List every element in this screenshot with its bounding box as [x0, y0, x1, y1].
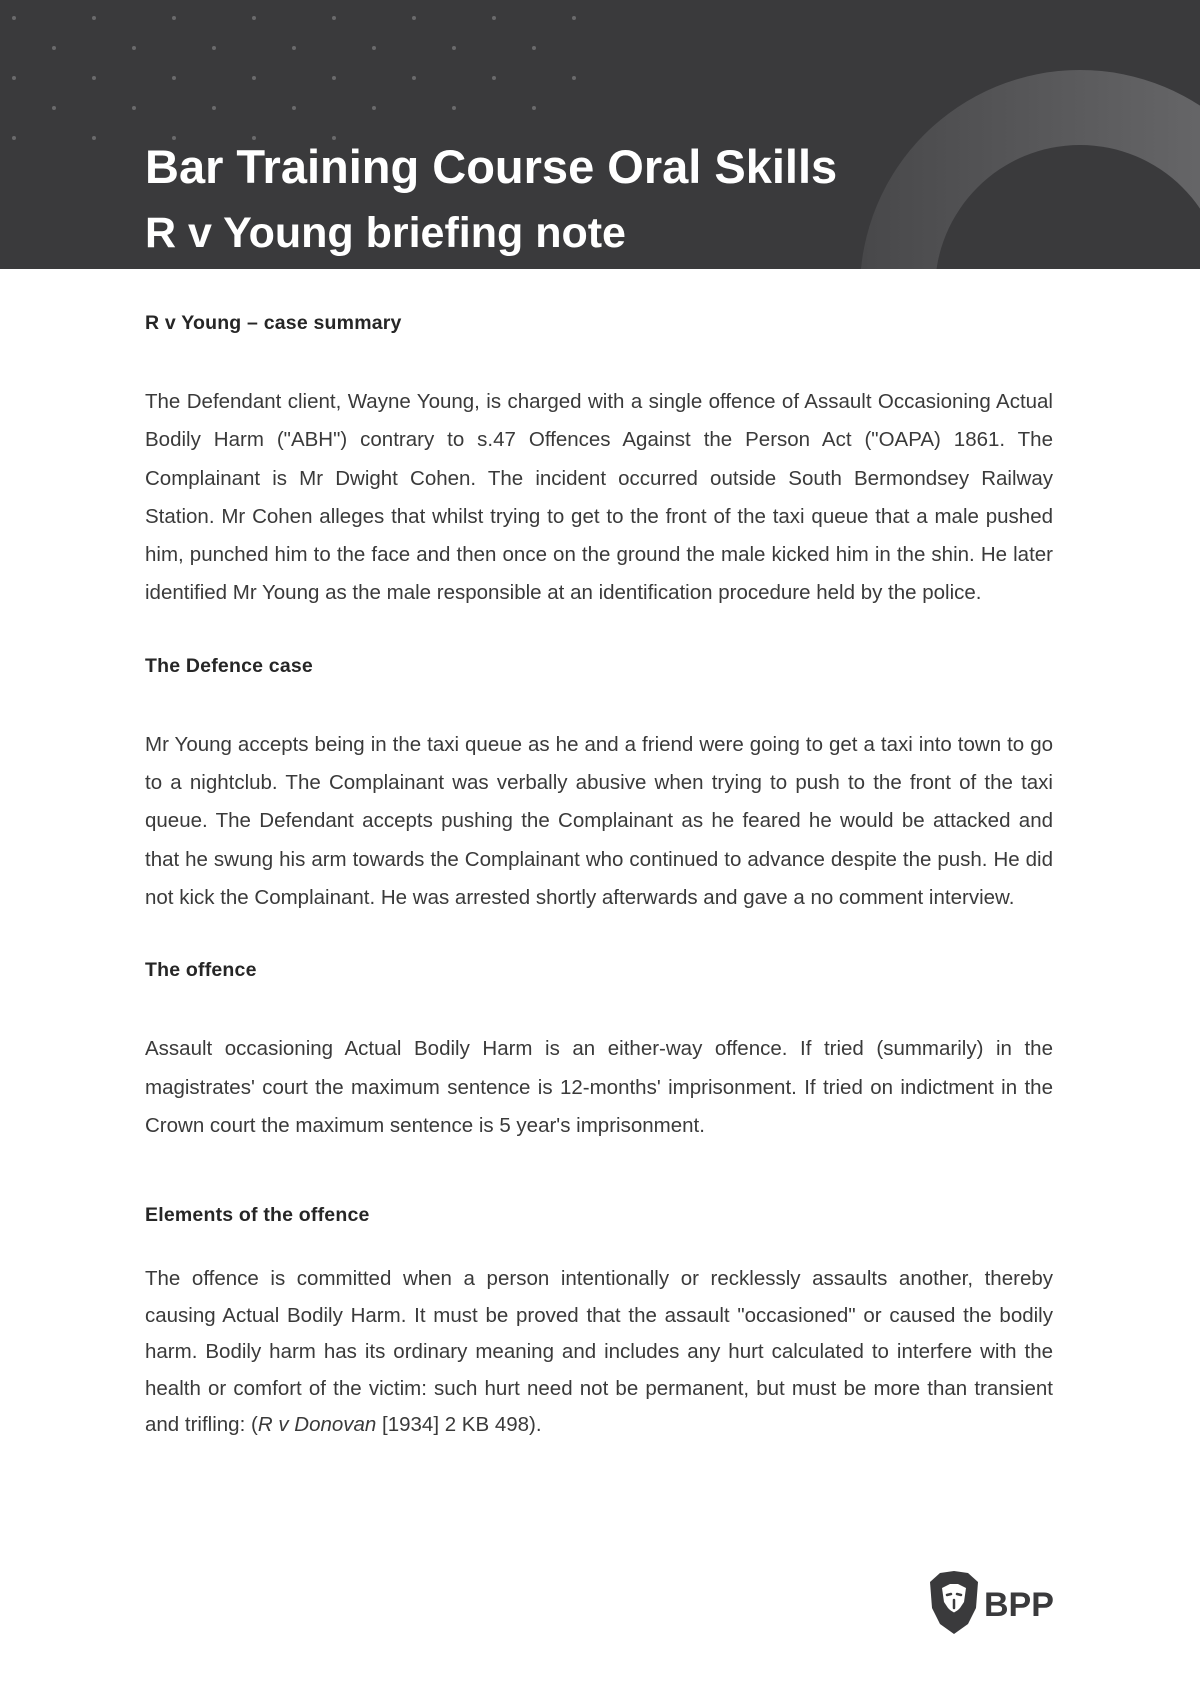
logo-text: BPP [984, 1586, 1054, 1624]
bpp-logo [920, 1568, 1060, 1638]
section-heading-defence: The Defence case [145, 654, 313, 677]
page-header [0, 0, 1200, 269]
decorative-dot [452, 106, 456, 110]
decorative-dot [92, 136, 96, 140]
decorative-dot [212, 46, 216, 50]
decorative-dot [292, 106, 296, 110]
decorative-dot [412, 76, 416, 80]
decorative-dot [172, 16, 176, 20]
decorative-dot [572, 16, 576, 20]
elements-text-after: [1934] 2 KB 498). [376, 1413, 542, 1437]
decorative-dot [572, 76, 576, 80]
decorative-dot [172, 76, 176, 80]
decorative-dot [252, 76, 256, 80]
decorative-dot [532, 106, 536, 110]
decorative-dot [492, 16, 496, 20]
paragraph-defence: Mr Young accepts being in the taxi queue as he and a friend were going to get a taxi into town to go to a nightclub. The Complainant was verbally abusive when trying to push to the front of the taxi queue. The Defendant accepts pushing the Complainant as he feared he would be attacked and that he swung his arm towards the Complainant who continued to advance despite the push. He did not kick the Complainant. He was arrested shortly afterwards and gave a no comment interview. [145, 732, 1053, 909]
decorative-dot [12, 76, 16, 80]
decorative-dot [292, 46, 296, 50]
section-heading-elements: Elements of the offence [145, 1204, 370, 1227]
decorative-dot [92, 76, 96, 80]
paragraph-offence: Assault occasioning Actual Bodily Harm is an either-way offence. If tried (summarily) in the magistrates' court the maximum sentence is 12-months' imprisonment. If tried on indictment in the Crown court the maximum sentence is 5 year's imprisonment. [145, 1037, 1053, 1137]
page-title: Bar Training Course Oral Skills [145, 140, 838, 193]
decorative-dot [212, 106, 216, 110]
decorative-dot [12, 136, 16, 140]
elements-text-before: The offence is committed when a person intentionally or recklessly assaults another, thereby causing Actual Bodily Harm. It must be proved that the assault "occasioned" or caused the bodily harm. Bodily harm has its ordinary meaning and includes any hurt calculated to interfere with the health or comfort of the victim: such hurt need not be permanent, but must be more than transient and trifling: ( [145, 1267, 1053, 1437]
decorative-dot [52, 46, 56, 50]
decorative-dot [532, 46, 536, 50]
lion-shield-icon [930, 1571, 978, 1634]
decorative-dot [12, 16, 16, 20]
decorative-dot [52, 106, 56, 110]
paragraph-elements [145, 1261, 1053, 1444]
case-citation-name: R v Donovan [257, 1413, 377, 1437]
decorative-dot [372, 46, 376, 50]
paragraph-summary: The Defendant client, Wayne Young, is charged with a single offence of Assault Occasioning Actual Bodily Harm ("ABH") contrary to s.47 Offences Against the Person Act ("OAPA) 1861. The Complainant is Mr Dwight Cohen. The incident occurred outside South Bermondsey Railway Station. Mr Cohen alleges that whilst trying to get to the front of the taxi queue that a male pushed him, punched him to the face and then once on the ground the male kicked him in the shin. He later identified Mr Young as the male responsible at an identification procedure held by the police. [145, 390, 1053, 605]
decorative-dot [92, 16, 96, 20]
decorative-dot [452, 46, 456, 50]
decorative-dot [252, 16, 256, 20]
decorative-dot [372, 106, 376, 110]
decorative-dot [412, 16, 416, 20]
decorative-dot [132, 106, 136, 110]
decorative-dot [332, 16, 336, 20]
page-subtitle: R v Young briefing note [145, 209, 626, 257]
decorative-dot [332, 76, 336, 80]
section-heading-offence: The offence [145, 959, 257, 982]
decorative-dot [492, 76, 496, 80]
decorative-dot [132, 46, 136, 50]
section-heading-summary: R v Young – case summary [145, 312, 402, 334]
document-body [145, 310, 1053, 1444]
